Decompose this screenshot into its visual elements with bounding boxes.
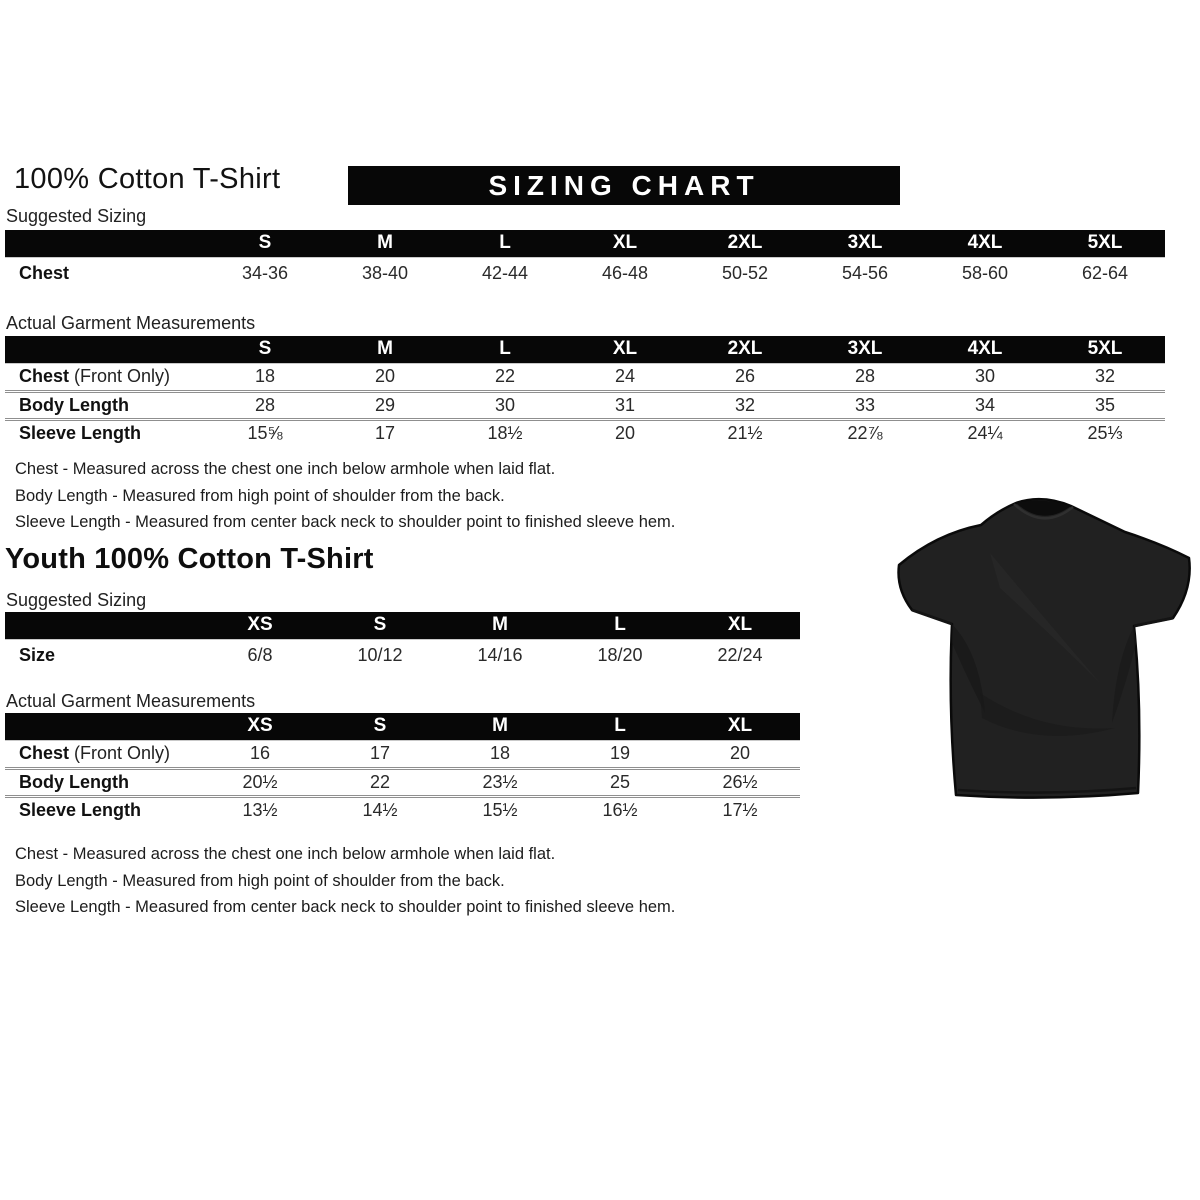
size-column-header: S <box>320 713 440 740</box>
size-column-header: S <box>320 612 440 639</box>
measurement-row <box>5 391 1165 419</box>
size-value-cell: 18/20 <box>597 644 643 665</box>
size-value-cell: 32 <box>734 394 756 415</box>
size-value-cell: 32 <box>1094 366 1116 386</box>
size-value-cell: 31 <box>614 394 636 415</box>
note-body-length: Body Length - Measured from high point of shoulder from the back. <box>15 871 505 890</box>
adult-measurements-table <box>5 336 1165 447</box>
size-value-cell: 20 <box>614 423 636 444</box>
size-column-header: M <box>440 713 560 740</box>
youth-suggested-sizing-table <box>5 612 800 671</box>
note-chest: Chest - Measured across the chest one inch below armhole when laid flat. <box>15 460 556 478</box>
size-value-cell: 35 <box>1094 394 1116 415</box>
black-tshirt-image <box>890 493 1200 805</box>
size-value-cell: 21½ <box>727 423 763 444</box>
size-column-header: 2XL <box>685 336 805 363</box>
size-column-header: M <box>325 230 445 257</box>
size-value-cell: 16½ <box>602 800 638 821</box>
size-value-cell: 24 <box>614 366 636 386</box>
note-sleeve-length: Sleeve Length - Measured from center back neck to shoulder point to finished sleeve hem. <box>15 513 676 531</box>
row-label: Body Length <box>19 771 129 792</box>
row-label: Size <box>19 644 56 665</box>
size-column-header: M <box>440 612 560 639</box>
header-corner-cell <box>5 713 200 740</box>
size-value-cell: 23½ <box>482 771 518 792</box>
size-column-header: M <box>325 336 445 363</box>
header-corner-cell <box>5 612 200 639</box>
size-value-cell: 6/8 <box>247 644 273 665</box>
youth-suggested-sizing-label: Suggested Sizing <box>6 590 147 610</box>
size-value-cell: 34 <box>974 394 996 415</box>
measurement-row <box>5 257 1165 289</box>
size-value-cell: 25⅓ <box>1087 423 1123 444</box>
size-value-cell: 15⅝ <box>247 423 283 444</box>
size-column-header: S <box>205 230 325 257</box>
size-value-cell: 22 <box>369 771 391 792</box>
sizing-chart-banner: SIZING CHART <box>348 166 900 205</box>
size-value-cell: 33 <box>854 394 876 415</box>
youth-measurements-table <box>5 713 800 824</box>
size-value-cell: 30 <box>494 394 516 415</box>
measurement-row <box>5 363 1165 391</box>
size-value-cell: 38-40 <box>361 262 409 283</box>
size-column-header: XL <box>680 612 800 639</box>
size-column-header: 4XL <box>925 230 1045 257</box>
size-value-cell: 14/16 <box>477 644 523 665</box>
size-column-header: XL <box>680 713 800 740</box>
header-corner-cell <box>5 230 205 257</box>
note-chest: Chest - Measured across the chest one inch below armhole when laid flat. <box>15 845 556 863</box>
row-label: Chest <box>19 262 70 283</box>
row-label: Chest (Front Only) <box>19 366 171 386</box>
size-value-cell: 50-52 <box>721 262 769 283</box>
measurement-row <box>5 639 800 671</box>
size-column-header: S <box>205 336 325 363</box>
size-column-header: 3XL <box>805 230 925 257</box>
size-value-cell: 28 <box>254 394 276 415</box>
size-value-cell: 62-64 <box>1081 262 1129 283</box>
size-column-header: 4XL <box>925 336 1045 363</box>
size-column-header: L <box>445 230 565 257</box>
size-value-cell: 10/12 <box>357 644 403 665</box>
size-value-cell: 18 <box>489 743 511 763</box>
size-value-cell: 29 <box>374 394 396 415</box>
note-body-length: Body Length - Measured from high point of shoulder from the back. <box>15 486 505 505</box>
size-value-cell: 34-36 <box>241 262 289 283</box>
size-value-cell: 13½ <box>242 800 278 821</box>
size-column-header: 5XL <box>1045 336 1165 363</box>
size-value-cell: 26½ <box>722 771 758 792</box>
size-value-cell: 22/24 <box>717 644 763 665</box>
measurement-row <box>5 419 1165 447</box>
row-label: Sleeve Length <box>19 800 142 821</box>
size-value-cell: 16 <box>249 743 271 763</box>
size-value-cell: 17½ <box>722 800 758 821</box>
size-column-header: L <box>445 336 565 363</box>
size-column-header: XL <box>565 336 685 363</box>
size-column-header: XL <box>565 230 685 257</box>
size-column-header: L <box>560 612 680 639</box>
size-value-cell: 17 <box>374 423 396 444</box>
size-column-header: 2XL <box>685 230 805 257</box>
size-column-header: 5XL <box>1045 230 1165 257</box>
measurement-row <box>5 796 800 824</box>
youth-measurement-notes <box>15 841 675 921</box>
size-value-cell: 46-48 <box>601 262 649 283</box>
size-value-cell: 15½ <box>482 800 518 821</box>
size-value-cell: 17 <box>369 743 391 763</box>
size-value-cell: 22 <box>494 366 516 386</box>
size-value-cell: 20½ <box>242 771 278 792</box>
size-value-cell: 14½ <box>362 800 398 821</box>
size-value-cell: 24¼ <box>967 423 1003 444</box>
size-value-cell: 19 <box>609 743 631 763</box>
note-sleeve-length: Sleeve Length - Measured from center back neck to shoulder point to finished sleeve hem. <box>15 898 676 916</box>
adult-measurement-notes <box>15 456 675 536</box>
size-value-cell: 58-60 <box>961 262 1009 283</box>
size-value-cell: 20 <box>374 366 396 386</box>
size-column-header: XS <box>200 612 320 639</box>
size-column-header: XS <box>200 713 320 740</box>
size-value-cell: 22⅞ <box>847 423 883 444</box>
size-value-cell: 26 <box>734 366 756 386</box>
row-label: Chest (Front Only) <box>19 743 171 763</box>
size-value-cell: 25 <box>609 771 631 792</box>
adult-measurements-label: Actual Garment Measurements <box>6 313 256 333</box>
size-value-cell: 30 <box>974 366 996 386</box>
row-label: Sleeve Length <box>19 423 142 444</box>
adult-suggested-sizing-label: Suggested Sizing <box>6 206 147 226</box>
size-value-cell: 54-56 <box>841 262 889 283</box>
adult-section-title: 100% Cotton T-Shirt <box>14 163 281 195</box>
measurement-row <box>5 768 800 796</box>
size-value-cell: 28 <box>854 366 876 386</box>
size-column-header: 3XL <box>805 336 925 363</box>
size-value-cell: 18 <box>254 366 276 386</box>
size-value-cell: 20 <box>729 743 751 763</box>
youth-section-title: Youth 100% Cotton T-Shirt <box>5 543 374 575</box>
size-value-cell: 18½ <box>487 423 523 444</box>
adult-suggested-sizing-table <box>5 230 1165 289</box>
row-label: Body Length <box>19 394 129 415</box>
size-value-cell: 42-44 <box>481 262 529 283</box>
measurement-row <box>5 740 800 768</box>
size-column-header: L <box>560 713 680 740</box>
youth-measurements-label: Actual Garment Measurements <box>6 691 256 711</box>
header-corner-cell <box>5 336 205 363</box>
